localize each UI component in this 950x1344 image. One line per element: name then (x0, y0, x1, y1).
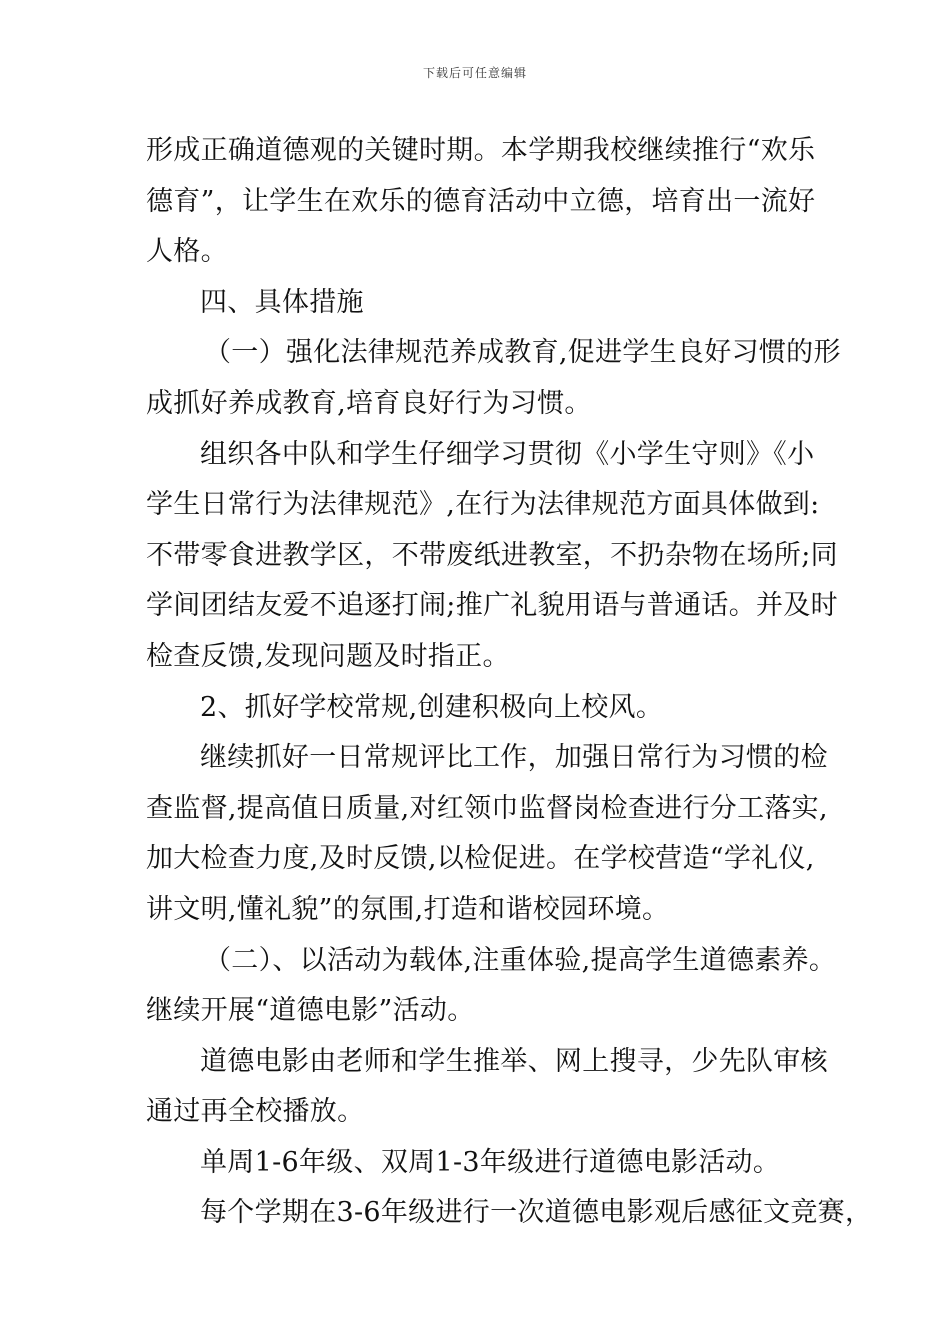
item-heading: 2、抓好学校常规,创建积极向上校风。 (200, 691, 664, 723)
text-line: 学间团结友爱不追逐打闹;推广礼貌用语与普通话。并及时 (146, 590, 838, 622)
paragraph-start: 道德电影由老师和学生推举、网上搜寻，少先队审核 (200, 1045, 828, 1077)
page-header: 下载后可任意编辑 (422, 66, 527, 80)
text-line: 形成正确道德观的关键时期。本学期我校继续推行“欢乐 (146, 135, 816, 166)
subsection-heading: （一）强化法律规范养成教育,促进学生良好习惯的形 (204, 337, 841, 369)
subsection-heading: （二）、以活动为载体,注重体验,提高学生道德素养。 (204, 944, 837, 976)
text-line: 检查反馈,发现问题及时指正。 (146, 640, 510, 672)
text-line: 学生日常行为法律规范》,在行为法律规范方面具体做到: (146, 489, 820, 521)
text-line: 加大检查力度,及时反馈,以检促进。在学校营造“学礼仪, (146, 843, 815, 875)
text-line: 通过再全校播放。 (146, 1096, 365, 1128)
paragraph-start: 继续抓好一日常规评比工作，加强日常行为习惯的检 (200, 742, 828, 774)
paragraph-start: 组织各中队和学生仔细学习贯彻《小学生守则》《小 (200, 438, 815, 470)
text-line: 继续开展“道德电影”活动。 (146, 995, 475, 1027)
text-line: 德育”，让学生在欢乐的德育活动中立德，培育出一流好 (146, 185, 816, 217)
document-body (146, 126, 873, 1239)
paragraph-start: 单周1-6年级、双周1-3年级进行道德电影活动。 (200, 1146, 781, 1178)
text-line: 查监督,提高值日质量,对红领巾监督岗检查进行分工落实, (146, 792, 828, 824)
section-heading: 四、具体措施 (200, 286, 364, 318)
text-line: 讲文明,懂礼貌”的氛围,打造和谐校园环境。 (146, 893, 670, 925)
paragraph-start: 每个学期在3-6年级进行一次道德电影观后感征文竞赛， (200, 1197, 873, 1229)
text-line: 不带零食进教学区，不带废纸进教室，不扔杂物在场所;同 (146, 539, 838, 571)
text-line: 成抓好养成教育,培育良好行为习惯。 (146, 387, 592, 419)
text-line: 人格。 (146, 236, 228, 268)
